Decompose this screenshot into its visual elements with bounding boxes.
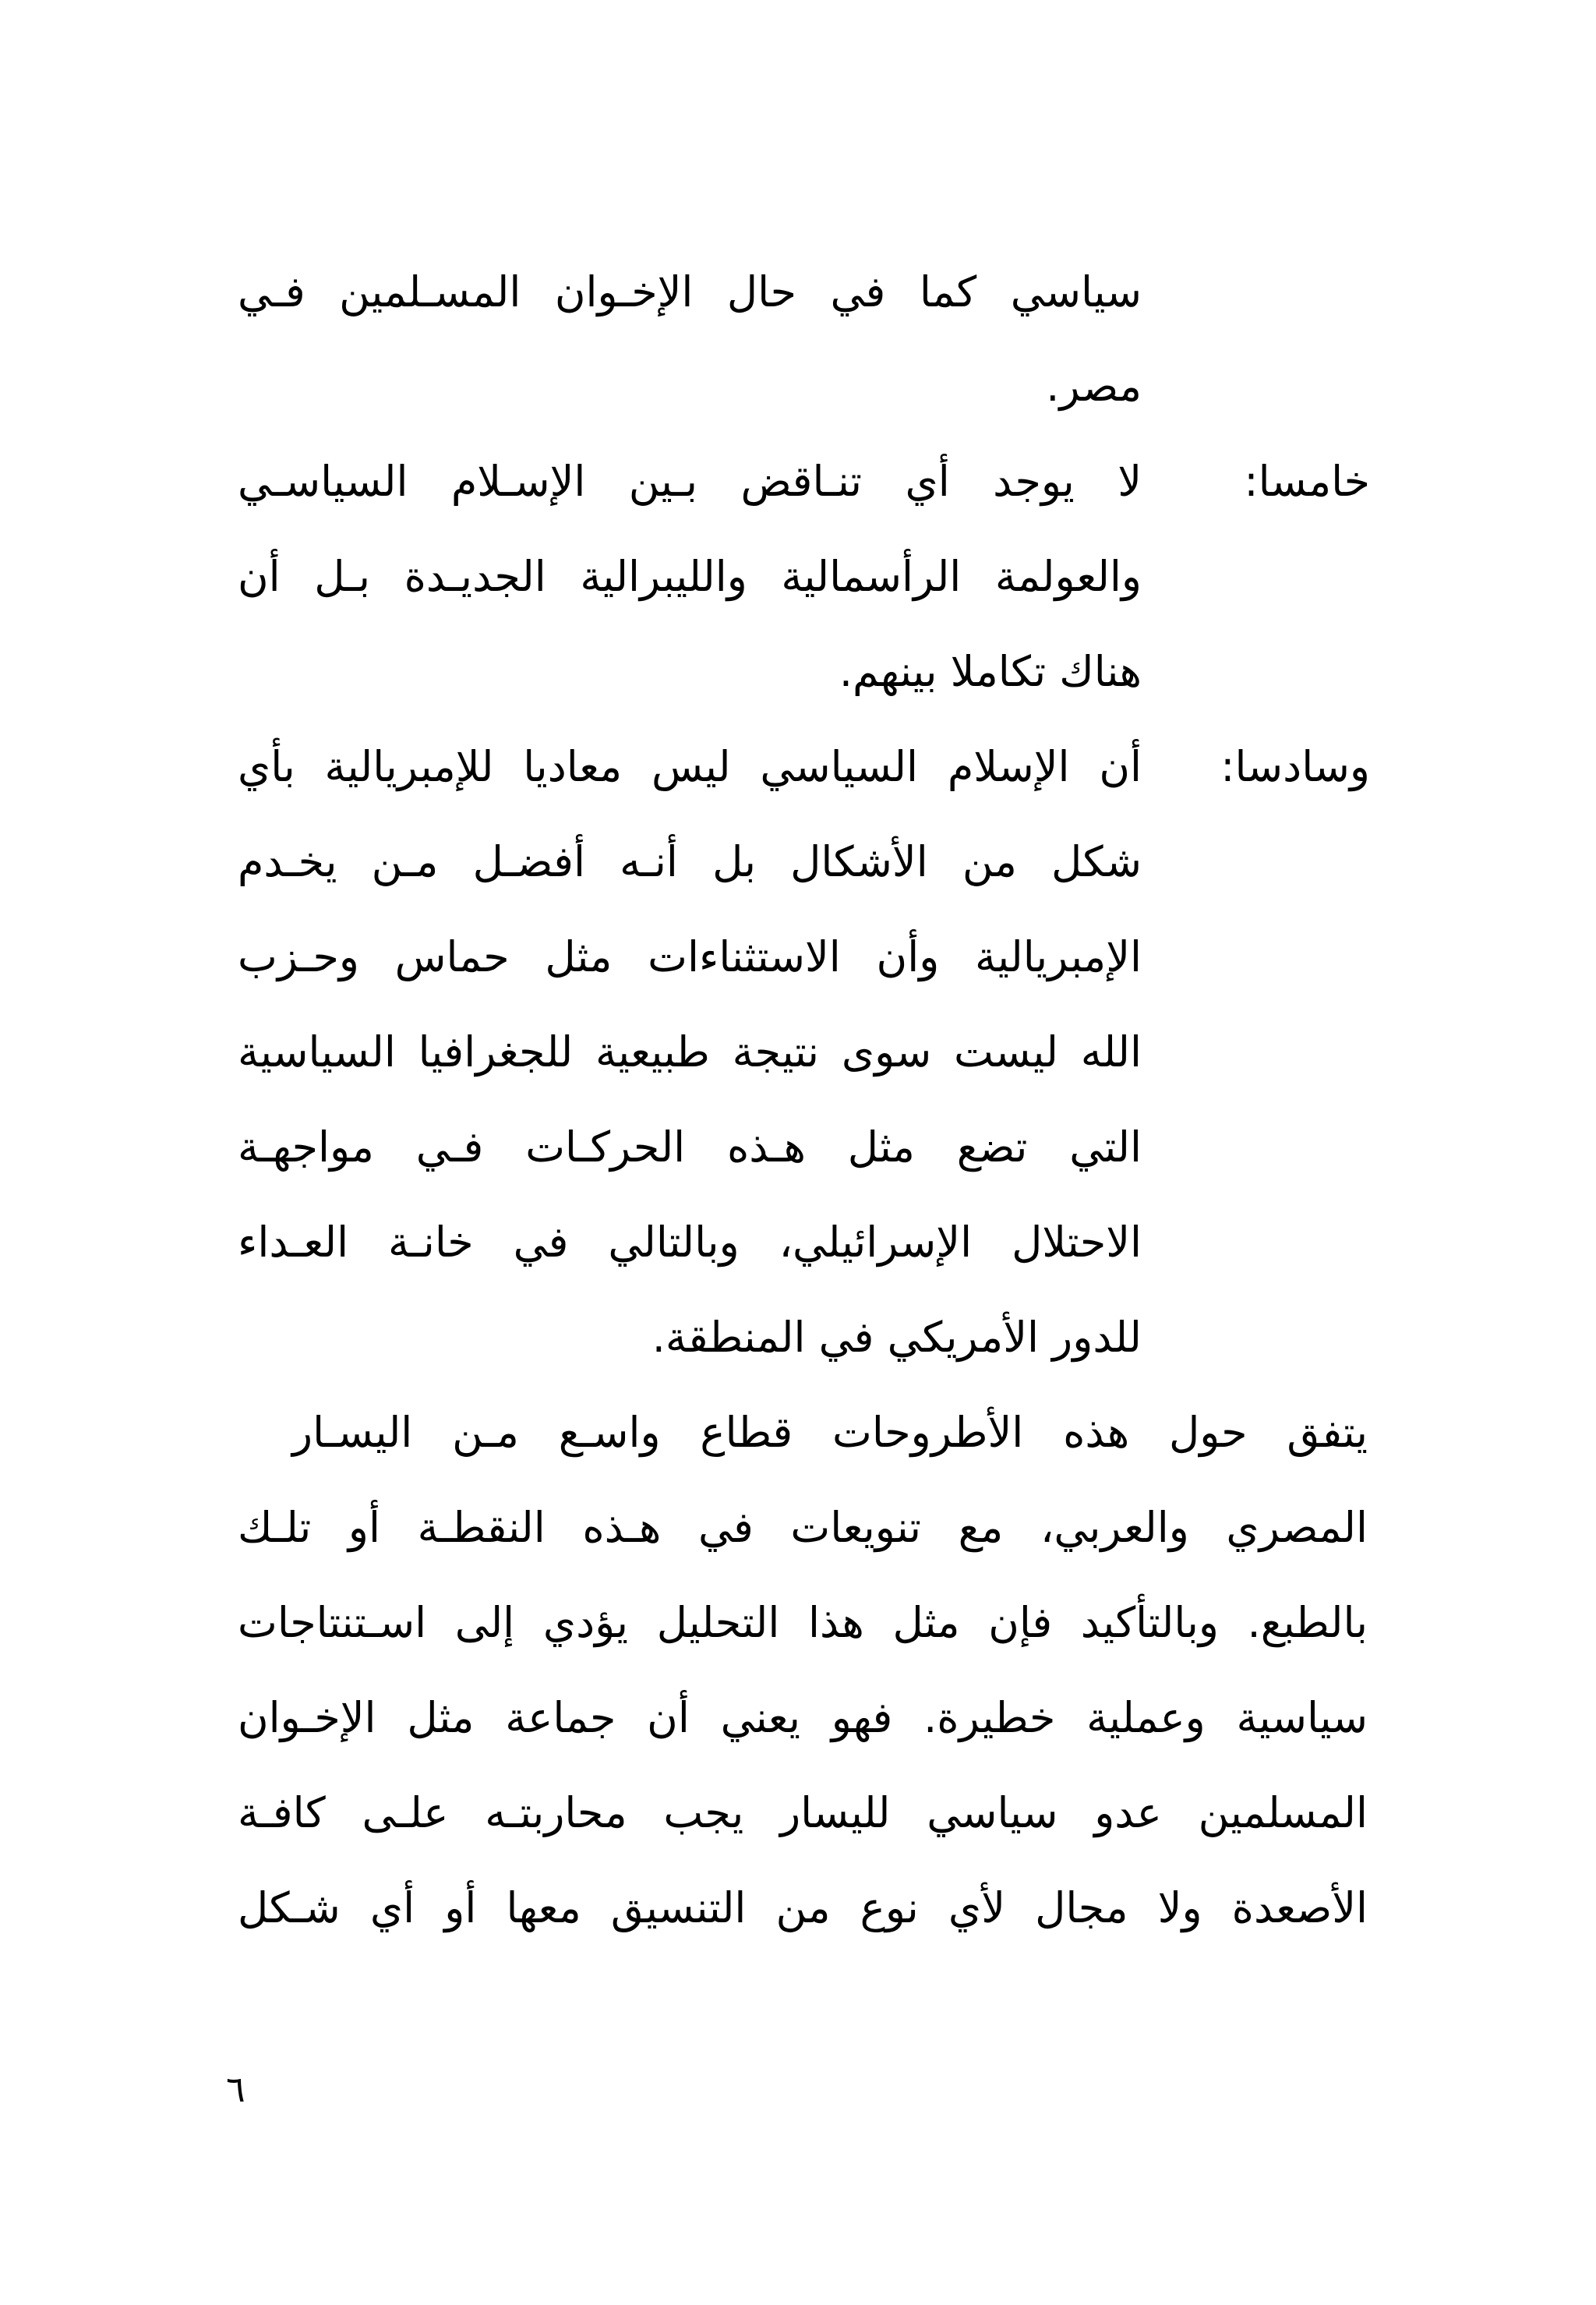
text-line: والعولمة الرأسمالية والليبرالية الجديـدة بـل أن: [238, 552, 1142, 601]
text-line: سياسي كما في حال الإخـوان المسـلمين فـي: [238, 267, 1142, 316]
paragraph-line-text: يتفق حول هذه الأطروحات قطاع واسـع مـن اليسـار: [292, 1408, 1368, 1457]
text-line: الإمبريالية وأن الاستثناءات مثل حماس وحـزب: [238, 932, 1142, 981]
page-number: ٦: [226, 2068, 245, 2110]
paragraph-line: بالطبع. وبالتأكيد فإن مثل هذا التحليل يؤدي إلى اسـتنتاجات: [238, 1598, 1368, 1647]
paragraph-line: المسلمين عدو سياسي لليسار يجب محاربتـه علـى كافـة: [238, 1788, 1368, 1837]
text-line: أن الإسلام السياسي ليس معاديا للإمبريالية بأي: [238, 742, 1142, 791]
paragraph-line: الأصعدة ولا مجال لأي نوع من التنسيق معها أو أي شـكل: [238, 1883, 1368, 1932]
paragraph-line: سياسية وعملية خطيرة. فهو يعني أن جماعة مثل الإخـوان: [238, 1693, 1368, 1742]
text-line: الله ليست سوى نتيجة طبيعية للجغرافيا السياسية: [238, 1027, 1142, 1076]
text-line: للدور الأمريكي في المنطقة.: [651, 1313, 1142, 1362]
text-line: هناك تكاملا بينهم.: [839, 647, 1142, 696]
list-label-fifth: خامسا:: [1244, 457, 1370, 506]
text-line: التي تضع مثل هـذه الحركـات فـي مواجهـة: [238, 1122, 1142, 1172]
list-label-sixth: وسادسا:: [1220, 742, 1370, 791]
text-line: لا يوجد أي تنـاقض بـين الإسـلام السياسـي: [238, 457, 1142, 506]
paragraph-line: [238, 1402, 1368, 1464]
paragraph-line: المصري والعربي، مع تنويعات في هـذه النقطـة أو تلـك: [238, 1503, 1368, 1552]
text-line: شكل من الأشكال بل أنـه أفضـل مـن يخـدم: [238, 837, 1142, 886]
text-line: الاحتلال الإسرائيلي، وبالتالي في خانـة العـداء: [238, 1218, 1142, 1267]
text-line: مصر.: [1046, 362, 1142, 411]
